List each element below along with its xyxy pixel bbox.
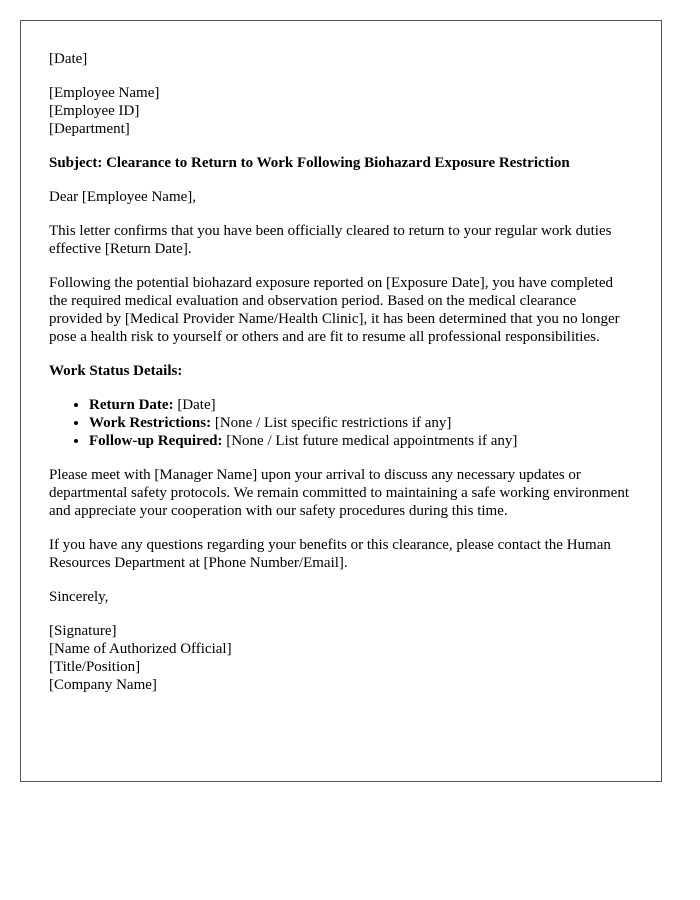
letter-subject: Subject: Clearance to Return to Work Following Biohazard Exposure Restriction — [49, 155, 570, 171]
official-name: [Name of Authorized Official] — [49, 641, 232, 657]
return-date-value: [Date] — [173, 397, 216, 413]
body-paragraph-exposure: Following the potential biohazard exposure reported on [Exposure Date], you have completed the required medical evaluation and observation period. Based on the medical clearance provided by [Medical Provider Name/Health Clinic], it has been determined that you no longer pose a health risk to yourself or others and are fit to resume all professional responsibilities. — [49, 275, 620, 345]
body-paragraph-hr-contact: If you have any questions regarding your benefits or this clearance, please contact the Human Resources Department at [Phone Number/Email]. — [49, 537, 611, 571]
employee-department: [Department] — [49, 121, 130, 137]
official-title: [Title/Position] — [49, 659, 141, 675]
return-date-label: Return Date: — [89, 397, 174, 413]
list-item-follow-up — [89, 432, 633, 450]
body-paragraph-confirmation: This letter confirms that you have been officially cleared to return to your regular work duties effective [Return Date]. — [49, 223, 612, 257]
list-item-return-date — [89, 396, 633, 414]
work-status-heading: Work Status Details: — [49, 363, 183, 379]
signature-line: [Signature] — [49, 623, 117, 639]
letter-closing: Sincerely, — [49, 589, 109, 605]
employee-info-block — [49, 84, 633, 138]
work-status-list — [49, 396, 633, 450]
follow-up-value: [None / List future medical appointments if any] — [222, 433, 518, 449]
body-paragraph-manager-meeting: Please meet with [Manager Name] upon your arrival to discuss any necessary updates or departmental safety protocols. We remain committed to maintaining a safe working environment and appreciate your cooperation with our safety procedures during this time. — [49, 467, 630, 519]
work-restrictions-value: [None / List specific restrictions if any] — [211, 415, 452, 431]
company-name: [Company Name] — [49, 677, 157, 693]
letter-date: [Date] — [49, 51, 88, 67]
letter-salutation: Dear [Employee Name], — [49, 189, 197, 205]
employee-name: [Employee Name] — [49, 85, 160, 101]
employee-id: [Employee ID] — [49, 103, 140, 119]
signature-block — [49, 622, 633, 694]
list-item-work-restrictions — [89, 414, 633, 432]
work-restrictions-label: Work Restrictions: — [89, 415, 212, 431]
letter-document — [20, 20, 662, 782]
follow-up-label: Follow-up Required: — [89, 433, 223, 449]
